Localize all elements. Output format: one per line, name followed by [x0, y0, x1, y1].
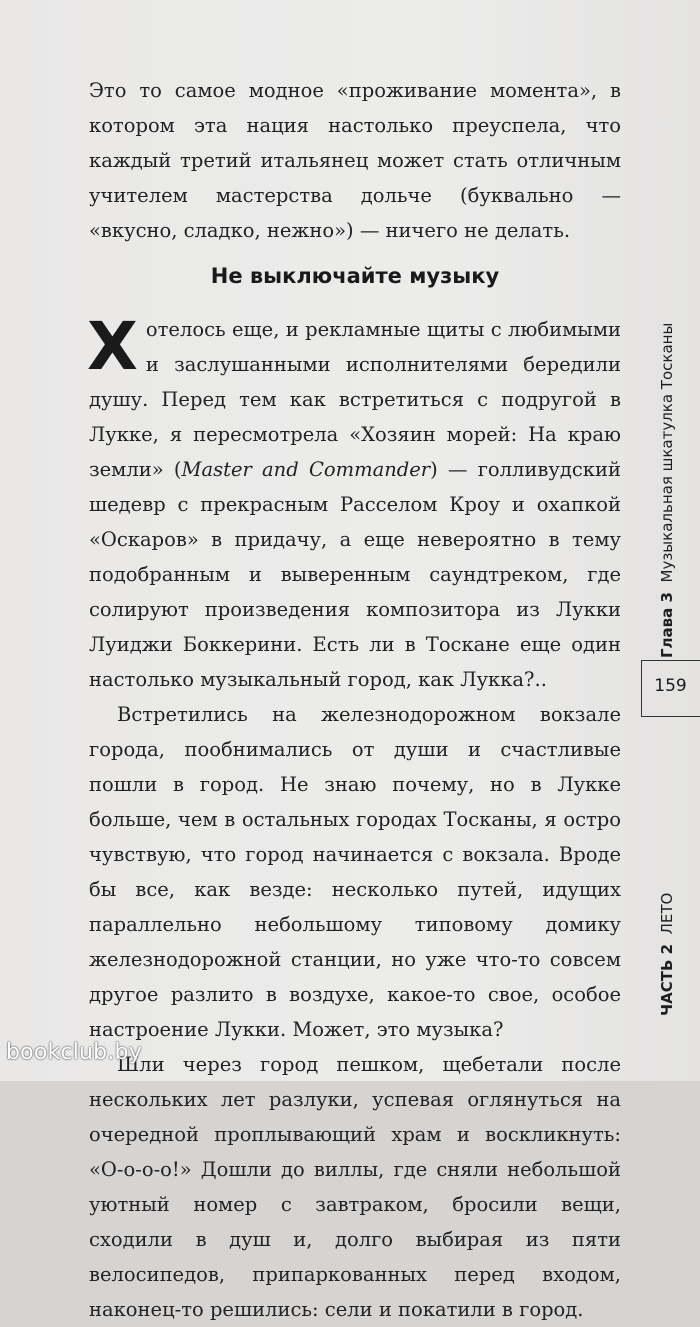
part-label: ЧАСТЬ 2 — [658, 943, 676, 1016]
chapter-name: Музыкальная шкатулка Тосканы — [658, 322, 676, 583]
chapter-label: Глава 3 — [658, 592, 676, 658]
film-title-italic: Master and Commander — [181, 458, 431, 481]
paragraph-2: Встретились на железнодорожном вокзале города, пообнимались от души и счастливые пошли в город. Не знаю почему, но в Лукке больше, чем в остальных городах Тосканы, я остро чувствую, что город начинается с вокзала. Вроде бы все, как везде: несколько путей, идущих параллельно небольшому типовому домику железнодорожной станции, но уже что-то совсем другое разлито в воздухе, какое-то свое, особое настроение Лукки. Может, это музыка? — [89, 703, 621, 1041]
intro-paragraph: Это то самое модное «проживание момента», в котором эта нация настолько преуспела, что каждый третий итальянец может стать отличным учителем мастерства дольче (буквально — «вкусно, сладко, нежно») — ничего не делать. — [89, 79, 621, 242]
page-number: 159 — [654, 676, 687, 696]
paragraph-3: Шли через город пешком, щебетали после нескольких лет разлуки, успевая оглянуться на очередной проплывающий храм и воскликнуть: «О-о-о-о!» Дошли до виллы, где сняли небольшой уютный номер с завтраком, бросили вещи, сходили в душ и, долго выбирая из пяти велосипедов, припаркованных перед входом, наконец-то решились: сели и покатили в город. — [89, 1053, 621, 1321]
paragraph-1 — [87, 308, 621, 697]
drop-cap: Х — [87, 308, 138, 385]
paragraph-1-text-a: отелось еще, и рекламные щиты с любимыми и заслушанными исполнителями бередили душу. Перед тем как встретиться с подругой в Лукке, я пересмотрела «Хозяин морей: На краю земли» ( — [89, 318, 621, 481]
running-header-chapter — [658, 323, 676, 658]
watermark-logo: bookclub.by — [6, 1040, 142, 1065]
paragraph-1-text-b: ) — голливудский шедевр с прекрасным Расселом Кроу и охапкой «Оскаров» в придачу, а еще невероятно в тему подобранным и выверенным саундтреком, где солируют произведения композитора из Лукки Луиджи Боккерини. Есть ли в Тоскане еще один настолько музыкальный город, как Лукка?.. — [89, 458, 621, 691]
part-name: ЛЕТО — [658, 892, 676, 935]
body-text — [87, 308, 621, 1327]
section-heading: Не выключайте музыку — [210, 264, 500, 288]
running-header-part — [658, 893, 676, 1016]
